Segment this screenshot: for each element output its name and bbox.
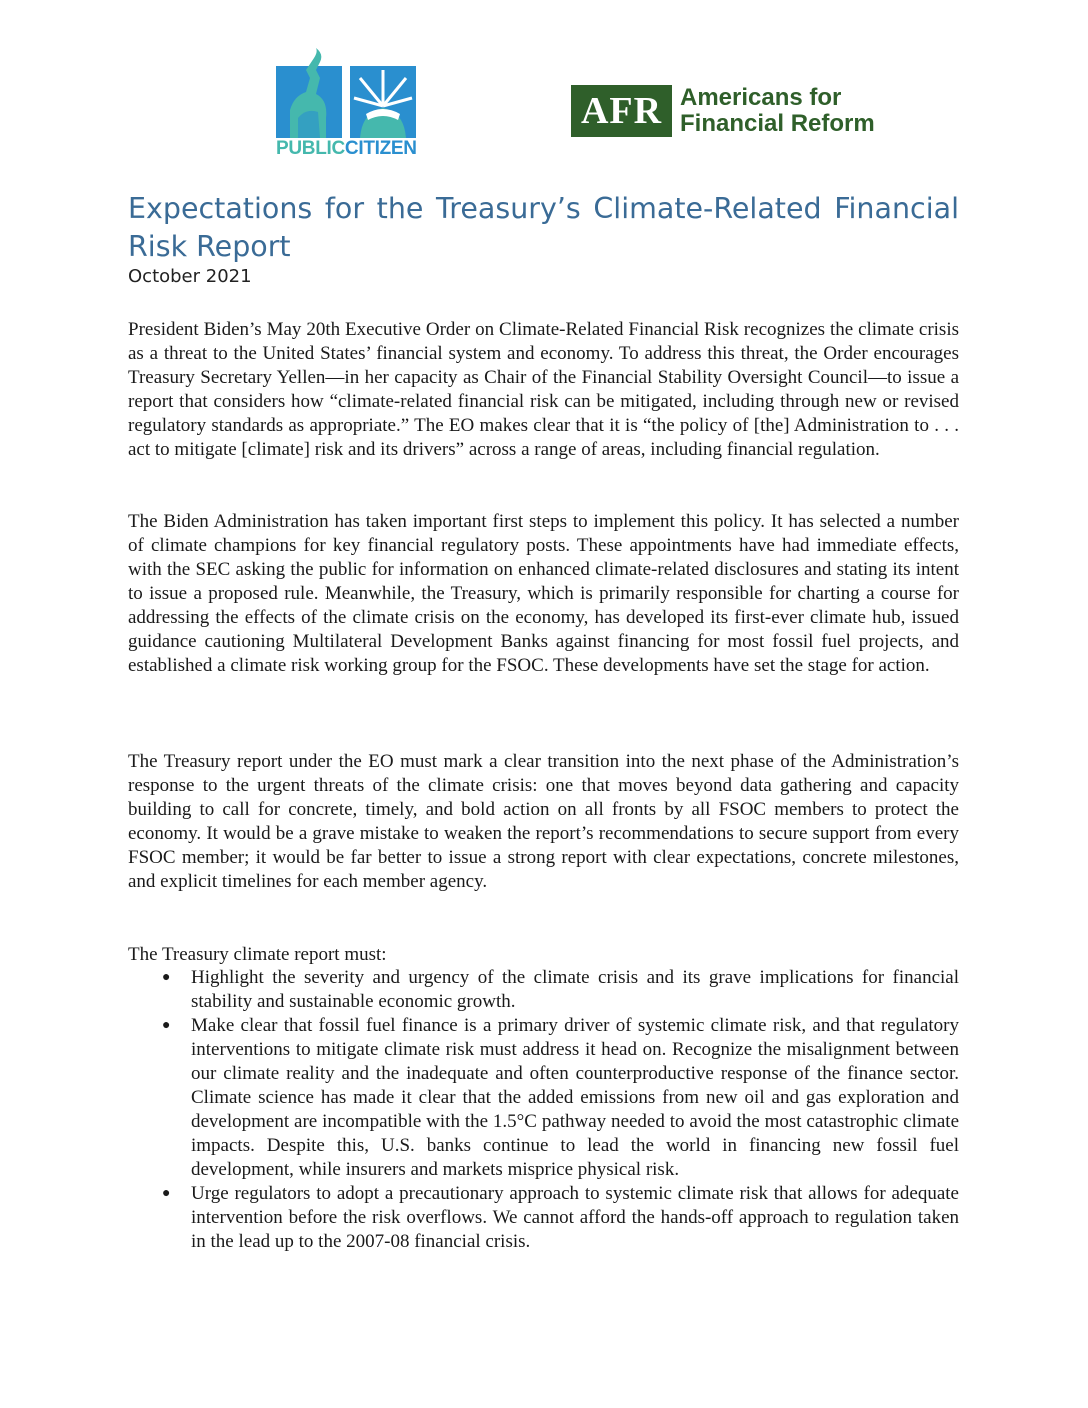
document-date: October 2021 [128,266,252,287]
list-item-text: Highlight the severity and urgency of the climate crisis and its grave implications for financial stability and sustainable economic growth. [191,967,959,1012]
afr-name-line2: Financial Reform [680,110,875,137]
list-item [128,1014,959,1182]
list-item [128,966,959,1014]
list-item-text: Make clear that fossil fuel finance is a primary driver of systemic climate risk, and that regulatory interventions to mitigate climate risk must address it head on. Recognize the misalignment between our climate reality and the inadequate and often counterproductive response of the finance sector. Climate science has made it clear that the added emissions from new oil and gas exploration and development are incompatible with the 1.5°C pathway needed to avoid the most catastrophic climate impacts. Despite this, U.S. banks continue to lead the world in financing new fossil fuel development, while insurers and markets misprice physical risk. [191,1015,959,1180]
list-item-text: Urge regulators to adopt a precautionary approach to systemic climate risk that allows for adequate intervention before the risk overflows. We cannot afford the hands-off approach to regulation taken in the lead up to the 2007-08 financial crisis. [191,1183,959,1252]
afr-logo [571,85,875,137]
recommendations-list [128,966,959,1254]
paragraph-1: President Biden’s May 20th Executive Order on Climate-Related Financial Risk recognizes the climate crisis as a threat to the United States’ financial system and economy. To address this threat, the Order encourages Treasury Secretary Yellen—in her capacity as Chair of the Financial Stability Oversight Council—to issue a report that considers how “climate-related financial risk can be mitigated, including through new or revised regulatory standards as appropriate.” The EO makes clear that it is “the policy of [the] Administration to . . . act to mitigate [climate] risk and its drivers” across a range of areas, including financial regulation. [128,319,959,460]
list-intro: The Treasury climate report must: [128,944,387,965]
page-title: Expectations for the Treasury’s Climate-Related Financial Risk Report [128,192,959,263]
list-item [128,1182,959,1254]
bullet-icon: ● [162,970,171,985]
afr-name-line1: Americans for [680,84,842,111]
bullet-icon: ● [162,1018,171,1033]
bullet-icon: ● [162,1186,171,1201]
public-citizen-wordmark: PUBLICCITIZEN [276,138,417,159]
paragraph-2: The Biden Administration has taken important first steps to implement this policy. It has selected a number of climate champions for key financial regulatory posts. These appointments have had immediate effects, with the SEC asking the public for information on enhanced climate-related disclosures and stating its intent to issue a proposed rule. Meanwhile, the Treasury, which is primarily responsible for charting a course for addressing the effects of the climate crisis on the economy, has developed its first-ever climate hub, issued guidance cautioning Multilateral Development Banks against financing for most fossil fuel projects, and established a climate risk working group for the FSOC. These developments have set the stage for action. [128,511,959,676]
afr-name [680,85,875,137]
afr-abbrev: AFR [571,85,672,137]
statue-of-liberty-icon [276,48,416,138]
paragraph-3: The Treasury report under the EO must mark a clear transition into the next phase of the Administration’s response to the urgent threats of the climate crisis: one that moves beyond data gathering and capacity building to call for concrete, timely, and bold action on all fronts by all FSOC members to protect the economy. It would be a grave mistake to weaken the report’s recommendations to secure support from every FSOC member; it would be far better to issue a strong report with clear expectations, concrete milestones, and explicit timelines for each member agency. [128,751,959,892]
public-citizen-logo [276,48,416,160]
